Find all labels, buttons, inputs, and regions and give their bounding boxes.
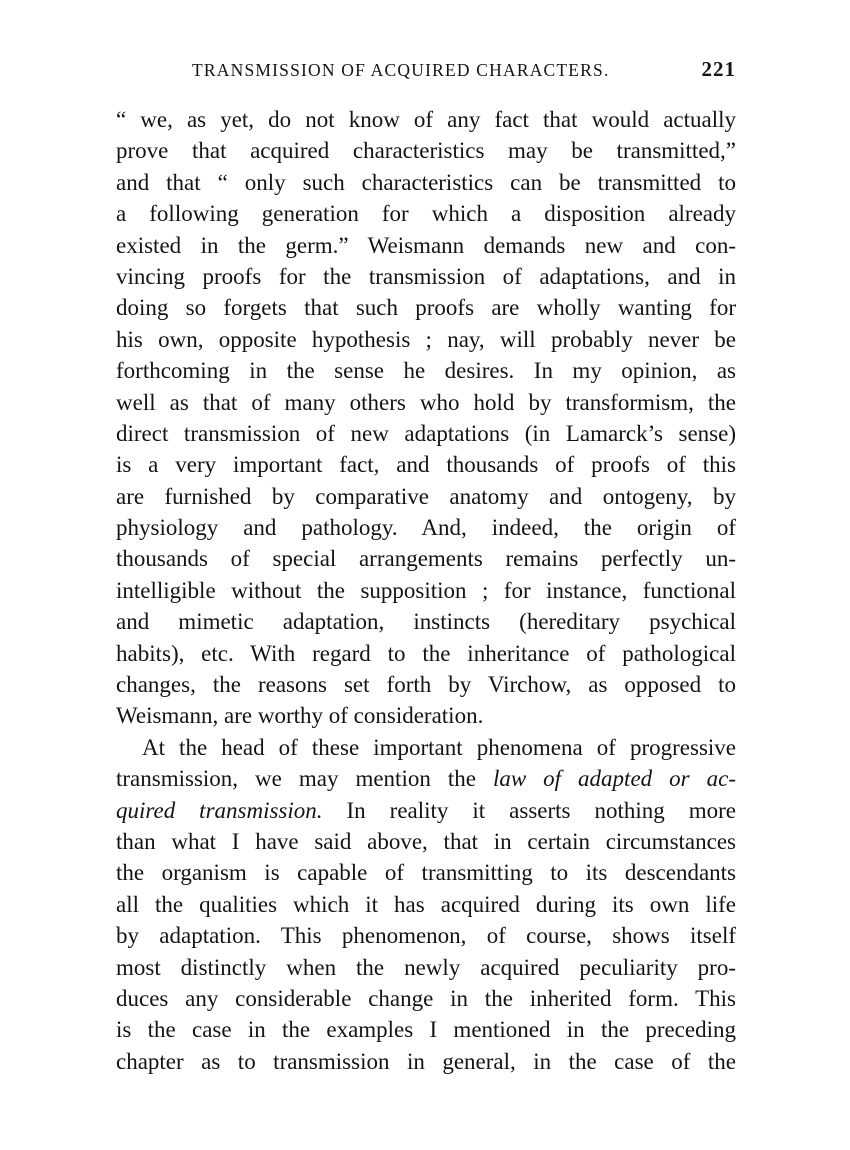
text-line: by adaptation. This phenomenon, of course, shows itself	[116, 923, 736, 949]
text-line: prove that acquired characteristics may be transmitted,”	[116, 138, 736, 164]
page-number: 221	[701, 57, 736, 81]
text-line: all the qualities which it has acquired during its own life	[116, 891, 736, 917]
italic-term: quired transmission.	[116, 797, 323, 823]
italic-term: law of adapted or ac-	[492, 766, 736, 792]
text-line: “ we, as yet, do not know of any fact that would actually	[116, 107, 736, 132]
text-line	[116, 763, 736, 794]
text-line: a following generation for which a disposition already	[116, 201, 736, 227]
running-header	[116, 57, 738, 90]
text-line: intelligible without the supposition ; for instance, functional	[116, 577, 736, 603]
text-line: and that “ only such characteristics can be transmitted to	[116, 169, 736, 195]
text-run: transmission, we may mention the	[116, 766, 493, 792]
text-line: and mimetic adaptation, instincts (hereditary psychical	[116, 609, 736, 635]
text-line: changes, the reasons set forth by Virchow, as opposed to	[116, 672, 736, 698]
text-line: are furnished by comparative anatomy and ontogeny, by	[116, 483, 736, 509]
paragraph-2	[116, 732, 736, 1077]
running-title: TRANSMISSION OF ACQUIRED CHARACTERS.	[192, 60, 610, 80]
text-line: habits), etc. With regard to the inheritance of pathological	[116, 640, 736, 666]
text-line: direct transmission of new adaptations (in Lamarck’s sense)	[116, 420, 736, 446]
body-text	[116, 104, 736, 1077]
text-line: than what I have said above, that in certain circumstances	[116, 828, 736, 854]
text-line: At the head of these important phenomena of progressive	[142, 734, 736, 760]
text-line: duces any considerable change in the inherited form. This	[116, 985, 736, 1011]
text-line: Weismann, are worthy of consideration.	[116, 703, 484, 729]
text-line	[116, 795, 736, 826]
text-run: In reality it asserts nothing more	[322, 797, 737, 823]
paragraph-1	[116, 104, 736, 732]
text-line: vincing proofs for the transmission of adaptations, and in	[116, 263, 736, 289]
text-line: most distinctly when the newly acquired peculiarity pro-	[116, 954, 736, 980]
text-line: well as that of many others who hold by transformism, the	[116, 389, 736, 415]
text-line: his own, opposite hypothesis ; nay, will probably never be	[116, 326, 736, 352]
text-line: existed in the germ.” Weismann demands new and con-	[116, 232, 736, 258]
text-line: forthcoming in the sense he desires. In my opinion, as	[116, 358, 736, 384]
text-line: doing so forgets that such proofs are wholly wanting for	[116, 295, 736, 321]
text-line: is a very important fact, and thousands of proofs of this	[116, 452, 736, 478]
text-line: chapter as to transmission in general, in the case of the	[116, 1048, 736, 1074]
text-line: the organism is capable of transmitting to its descendants	[116, 860, 736, 886]
text-line: is the case in the examples I mentioned in the preceding	[116, 1017, 736, 1043]
text-line: physiology and pathology. And, indeed, the origin of	[116, 515, 736, 541]
text-line: thousands of special arrangements remains perfectly un-	[116, 546, 736, 572]
